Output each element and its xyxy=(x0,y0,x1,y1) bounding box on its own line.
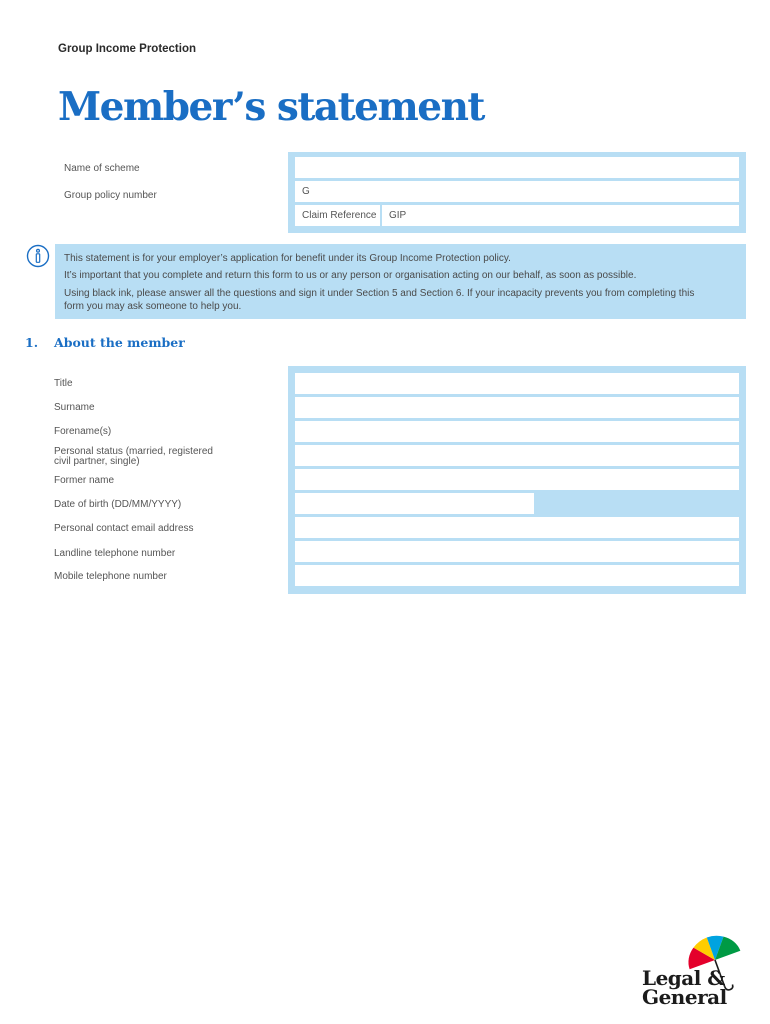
personal-status-label-line2: civil partner, single) xyxy=(54,456,140,467)
instruction-line: Using black ink, please answer all the questions and sign it under Section 5 and Section 6. If your incapacity prevents you from completing this xyxy=(64,288,695,299)
policy-number-label: Group policy number xyxy=(64,190,157,201)
claim-reference-label xyxy=(295,205,380,226)
instruction-line: This statement is for your employer’s application for benefit under its Group Income Protection policy. xyxy=(64,253,511,264)
section-title: About the member xyxy=(54,335,185,350)
logo-text-line2: General xyxy=(642,985,727,1009)
policy-prefix: G xyxy=(302,186,310,197)
mobile-label: Mobile telephone number xyxy=(54,571,167,582)
former-name-label: Former name xyxy=(54,475,115,486)
document-label: Group Income Protection xyxy=(58,43,197,55)
surname-field[interactable] xyxy=(295,397,739,418)
title-label: Title xyxy=(54,378,73,389)
title-field[interactable] xyxy=(295,373,739,394)
landline-label: Landline telephone number xyxy=(54,548,176,559)
info-icon xyxy=(26,244,50,268)
logo-text-line1: Legal & xyxy=(642,966,725,990)
personal-status-label: Personal status (married, registered xyxy=(54,446,213,457)
date-of-birth-field[interactable] xyxy=(295,493,534,514)
instructions-panel xyxy=(55,244,746,319)
email-field[interactable] xyxy=(295,517,739,538)
page-title: Member’s statement xyxy=(58,84,484,130)
email-label: Personal contact email address xyxy=(54,523,194,534)
scheme-name-field[interactable] xyxy=(295,157,739,178)
date-of-birth-label: Date of birth (DD/MM/YYYY) xyxy=(54,499,182,510)
former-name-field[interactable] xyxy=(295,469,739,490)
section-number: 1. xyxy=(25,335,39,350)
landline-field[interactable] xyxy=(295,541,739,562)
member-details-panel xyxy=(288,366,746,594)
mobile-field[interactable] xyxy=(295,565,739,586)
forenames-label: Forename(s) xyxy=(54,426,112,437)
personal-status-field[interactable] xyxy=(295,445,739,466)
scheme-details-panel xyxy=(288,152,746,233)
scheme-name-label: Name of scheme xyxy=(64,163,140,174)
instruction-line: form you may ask someone to help you. xyxy=(64,301,242,312)
claim-reference-prefix: GIP xyxy=(389,210,407,221)
forenames-field[interactable] xyxy=(295,421,739,442)
surname-label: Surname xyxy=(54,402,95,413)
policy-number-field[interactable] xyxy=(295,181,739,202)
claim-reference-field[interactable] xyxy=(382,205,739,226)
instruction-line: It’s important that you complete and return this form to us or any person or organisation acting on our behalf, as soon as possible. xyxy=(64,270,637,281)
claim-reference-label-text: Claim Reference xyxy=(302,210,377,221)
